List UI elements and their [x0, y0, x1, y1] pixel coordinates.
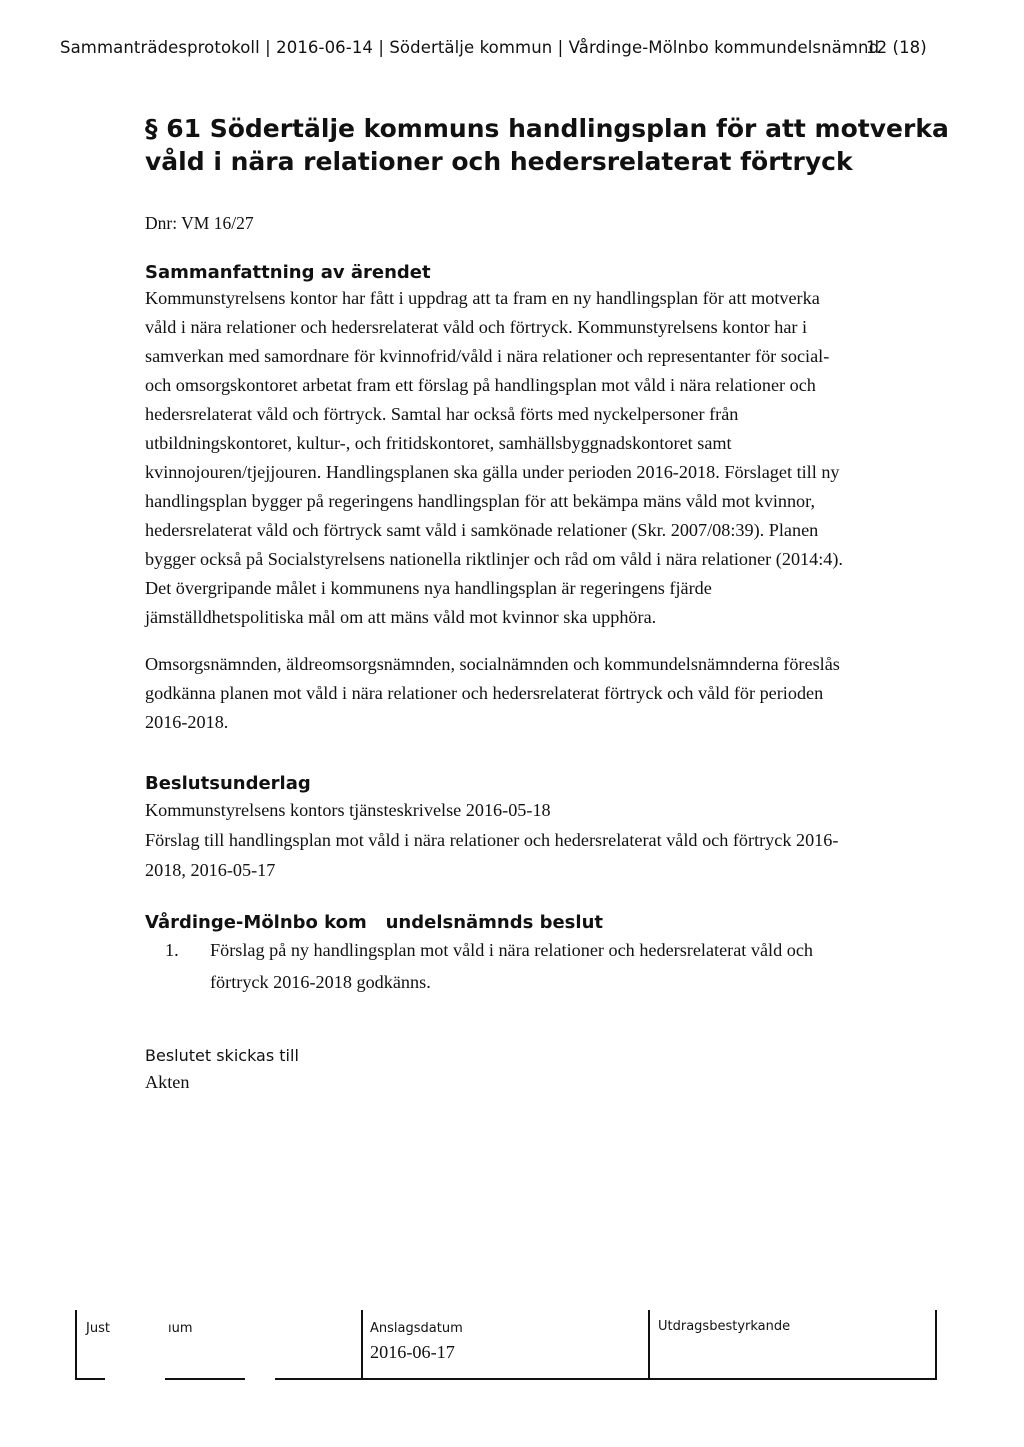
footer-divider [935, 1310, 937, 1380]
footer-label-anslagsdatum: Anslagsdatum [370, 1321, 463, 1336]
summary-line: Omsorgsnämnden, äldreomsorgsnämnden, socialnämnden och kommundelsnämnderna föreslås [145, 654, 840, 674]
section-title-line-1: § 61 Södertälje kommuns handlingsplan för att motverka [145, 114, 949, 143]
summary-heading: Sammanfattning av ärendet [145, 262, 431, 283]
summary-line: jämställdhetspolitiska mål om att mäns våld mot kvinnor ska upphöra. [145, 607, 657, 627]
footer-label-datum: ıum [168, 1321, 193, 1336]
summary-line: 2016-2018. [145, 712, 229, 732]
basis-line: 2018, 2016-05-17 [145, 860, 276, 880]
footer-divider [275, 1378, 937, 1380]
basis-heading: Beslutsunderlag [145, 773, 311, 794]
decision-item-text: förtryck 2016-2018 godkänns. [210, 972, 431, 992]
distribution-label: Beslutet skickas till [145, 1046, 299, 1065]
basis-list [145, 795, 945, 885]
signature-footer [0, 1300, 1024, 1390]
footer-divider [75, 1310, 77, 1380]
summary-line: hedersrelaterat våld och förtryck samt våld i samkönade relationer (Skr. 2007/08:39). Planen [145, 520, 819, 540]
basis-line: Förslag till handlingsplan mot våld i nära relationer och hedersrelaterat våld och förtryck 2016- [145, 830, 839, 850]
footer-label-justering: Just [86, 1321, 110, 1336]
summary-line: godkänna planen mot våld i nära relationer och hedersrelaterat förtryck och våld för perioden [145, 683, 824, 703]
section-title-line-2: våld i nära relationer och hedersrelaterat förtryck [145, 147, 853, 176]
summary-paragraph-2 [145, 650, 945, 737]
footer-divider [361, 1310, 363, 1380]
summary-line: hedersrelaterat våld och förtryck. Samtal har också förts med nyckelpersoner från [145, 404, 739, 424]
page-number: 12 (18) [866, 38, 927, 57]
summary-line: kvinnojouren/tjejjouren. Handlingsplanen ska gälla under perioden 2016-2018. Förslaget till ny [145, 462, 840, 482]
summary-line: handlingsplan bygger på regeringens handlingsplan för att bekämpa mäns våld mot kvinnor, [145, 491, 816, 511]
section-title [145, 112, 965, 178]
footer-divider [648, 1310, 650, 1380]
decision-item-text: Förslag på ny handlingsplan mot våld i nära relationer och hedersrelaterat våld och [210, 940, 814, 960]
summary-line: bygger också på Socialstyrelsens nationella riktlinjer och råd om våld i nära relationer (2014:4). [145, 549, 843, 569]
footer-divider [165, 1378, 245, 1380]
basis-line: Kommunstyrelsens kontors tjänsteskrivelse 2016-05-18 [145, 800, 551, 820]
footer-divider [75, 1378, 105, 1380]
footer-label-utdragsbestyrkande: Utdragsbestyrkande [658, 1319, 791, 1334]
case-number: Dnr: VM 16/27 [145, 213, 254, 233]
running-title: Sammanträdesprotokoll | 2016-06-14 | Södertälje kommun | Vårdinge-Mölnbo kommundelsnämnd [60, 38, 880, 57]
summary-line: våld i nära relationer och hedersrelaterat våld och förtryck. Kommunstyrelsens kontor har i [145, 317, 808, 337]
decision-heading: Vårdinge-Mölnbo kom undelsnämnds beslut [145, 912, 603, 933]
summary-line: Det övergripande målet i kommunens nya handlingsplan är regeringens fjärde [145, 578, 712, 598]
footer-value-anslagsdatum: 2016-06-17 [370, 1342, 455, 1362]
distribution-value: Akten [145, 1072, 190, 1092]
summary-line: samverkan med samordnare för kvinnofrid/våld i nära relationer och representanter för social- [145, 346, 830, 366]
summary-line: och omsorgskontoret arbetat fram ett förslag på handlingsplan mot våld i nära relationer och [145, 375, 816, 395]
decision-item-number: 1. [165, 940, 179, 960]
summary-line: Kommunstyrelsens kontor har fått i uppdrag att ta fram en ny handlingsplan för att motverka [145, 288, 820, 308]
summary-line: utbildningskontoret, kultur-, och fritidskontoret, samhällsbyggnadskontoret samt [145, 433, 732, 453]
summary-paragraph [145, 284, 945, 632]
page-header [60, 38, 960, 57]
